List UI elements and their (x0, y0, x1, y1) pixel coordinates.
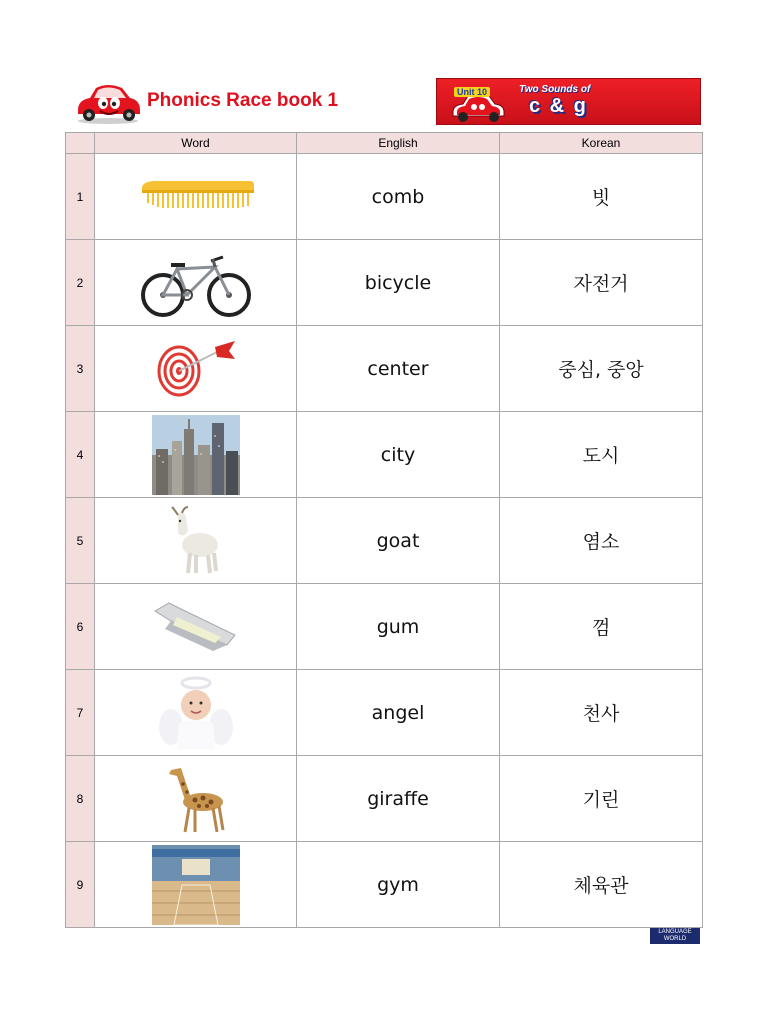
giraffe-picture (163, 764, 229, 834)
korean-word: 천사 (500, 670, 703, 756)
word-picture-cell (95, 584, 297, 670)
word-picture-cell (95, 154, 297, 240)
korean-word: 빗 (500, 154, 703, 240)
row-number: 5 (66, 498, 95, 584)
goat-picture (164, 505, 228, 577)
word-picture-cell (95, 412, 297, 498)
korean-word: 기린 (500, 756, 703, 842)
korean-word: 염소 (500, 498, 703, 584)
logo-line-1: LANGUAGE (658, 929, 692, 935)
publisher-logo (650, 928, 700, 944)
english-word: giraffe (297, 756, 500, 842)
table-row (66, 670, 703, 756)
english-word: city (297, 412, 500, 498)
korean-word: 자전거 (500, 240, 703, 326)
word-picture-cell (95, 756, 297, 842)
header-word: Word (95, 133, 297, 154)
table-row (66, 584, 703, 670)
english-word: gym (297, 842, 500, 928)
logo-line-2: WORLD (663, 936, 687, 942)
page-title: Phonics Race book 1 (147, 90, 339, 111)
target-picture (151, 337, 241, 401)
unit-banner (436, 78, 701, 125)
row-number: 1 (66, 154, 95, 240)
table-row (66, 756, 703, 842)
word-picture-cell (95, 326, 297, 412)
table-row (66, 240, 703, 326)
vocabulary-table (65, 132, 703, 928)
word-picture-cell (95, 670, 297, 756)
row-number: 7 (66, 670, 95, 756)
korean-word: 중심, 중앙 (500, 326, 703, 412)
banner-subtitle: Two Sounds of (519, 84, 591, 95)
table-row (66, 154, 703, 240)
english-word: angel (297, 670, 500, 756)
table-row (66, 412, 703, 498)
row-number: 3 (66, 326, 95, 412)
row-number: 6 (66, 584, 95, 670)
gym-picture (152, 845, 240, 925)
comb-picture (136, 177, 256, 217)
header-number-cell (66, 133, 95, 154)
header-korean: Korean (500, 133, 703, 154)
row-number: 9 (66, 842, 95, 928)
english-word: center (297, 326, 500, 412)
row-number: 4 (66, 412, 95, 498)
table-header-row (66, 133, 703, 154)
bicycle-picture (137, 247, 255, 319)
english-word: gum (297, 584, 500, 670)
english-word: bicycle (297, 240, 500, 326)
city-picture (152, 415, 240, 495)
english-word: goat (297, 498, 500, 584)
english-word: comb (297, 154, 500, 240)
gum-picture (151, 599, 241, 655)
row-number: 8 (66, 756, 95, 842)
word-picture-cell (95, 498, 297, 584)
table-row (66, 498, 703, 584)
word-picture-cell (95, 842, 297, 928)
row-number: 2 (66, 240, 95, 326)
word-picture-cell (95, 240, 297, 326)
banner-unit-label: Unit 10 (454, 87, 490, 97)
table-row (66, 842, 703, 928)
korean-word: 체육관 (500, 842, 703, 928)
header-english: English (297, 133, 500, 154)
korean-word: 도시 (500, 412, 703, 498)
car-mascot-logo (72, 80, 144, 124)
banner-letters: c & g (529, 95, 588, 117)
table-row (66, 326, 703, 412)
angel-picture (159, 675, 233, 751)
korean-word: 껌 (500, 584, 703, 670)
